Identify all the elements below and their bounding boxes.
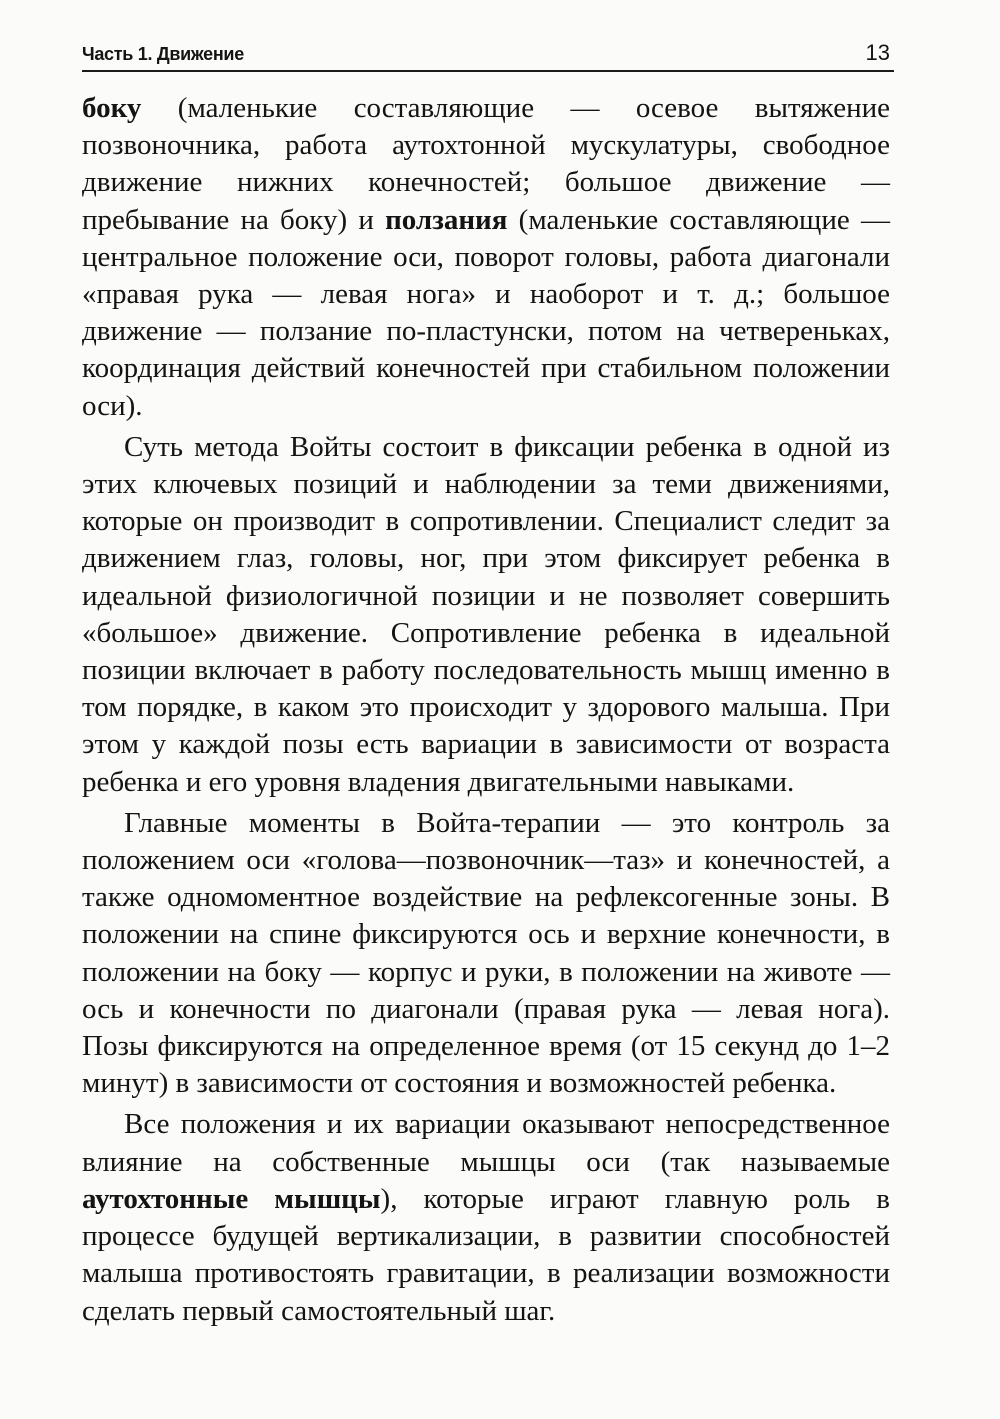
term-polzaniya: ползания — [385, 203, 508, 236]
body-text — [82, 90, 890, 1334]
paragraph-4-text-a: Все положения и их вариации оказывают непосредственное влияние на собственные мышцы оси (так называемые — [82, 1108, 890, 1178]
term-autochthonous-muscles: аутохтонные мышцы — [82, 1182, 381, 1215]
term-boku: боку — [82, 92, 142, 124]
paragraph-2 — [82, 429, 890, 801]
paragraph-1-text-a: (маленькие составляющие — осевое вытяжение позвоночника, работа аутохтонной мускулатуры, свободное движение нижних конечностей; большое движение — пребывание на боку) и — [82, 92, 890, 236]
running-header — [82, 38, 894, 72]
paragraph-1 — [82, 90, 890, 425]
paragraph-2-text: Суть метода Войты состоит в фиксации ребенка в одной из этих ключевых позиций и наблюдении за теми движениями, которые он производит в сопротивлении. Специалист следит за движением глаз, головы, ног, при этом фиксирует ребенка в идеальной физиологичной позиции и не позволяет совершить «большое» движение. Сопротивление ребенка в идеальной позиции включает в работу последовательность мышц именно в том порядке, в каком это происходит у здорового малыша. При этом у каждой позы есть вариации в зависимости от возраста ребенка и его уровня владения двигательными навыками. — [82, 430, 890, 798]
paragraph-1-text-b: (маленькие составляющие — центральное положение оси, поворот головы, работа диагонали «правая рука — левая нога» и наоборот и т. д.; большое движение — ползание по-пластунски, потом на четвереньках, координация действий конечностей при стабильном положении оси). — [82, 203, 890, 422]
paragraph-3-text: Главные моменты в Войта-терапии — это контроль за положением оси «голова—позвоночник—таз» и конечностей, а также одномоментное воздействие на рефлексогенные зоны. В положении на спине фиксируются ось и верхние конечности, в положении на боку — корпус и руки, в положении на животе — ось и конечности по диагонали (правая рука — левая нога). Позы фиксируются на определенное время (от 15 секунд до 1–2 минут) в зависимости от состояния и возможностей ребенка. — [82, 806, 890, 1100]
paragraph-4 — [82, 1106, 890, 1329]
paragraph-4-text-b: ), которые играют главную роль в процессе будущей вертикализации, в развитии способностей малыша противостоять гравитации, в реализации возможности сделать первый самостоятельный шаг. — [82, 1182, 890, 1327]
chapter-title: Часть 1. Движение — [82, 44, 244, 64]
page-number: 13 — [865, 40, 890, 65]
paragraph-3 — [82, 805, 890, 1103]
